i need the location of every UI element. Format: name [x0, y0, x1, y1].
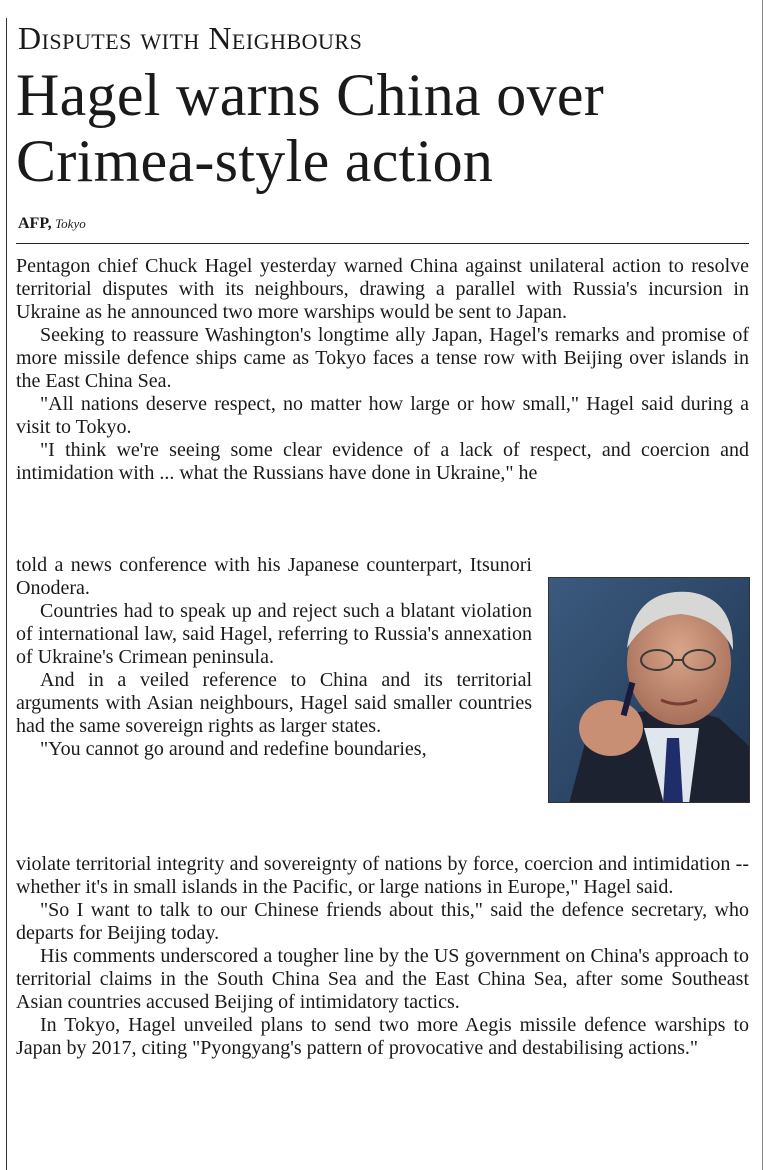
paragraph: Pentagon chief Chuck Hagel yesterday warned China against unilateral action to resolve territorial disputes with its neighbours, drawing a parallel with Russia's incursion in Ukraine as he announced two more warships would be sent to Japan.	[16, 255, 749, 323]
paragraph: In Tokyo, Hagel unveiled plans to send two more Aegis missile defence warships to Japan by 2017, citing "Pyongyang's pattern of provocative and destabilising actions."	[16, 1014, 749, 1059]
byline-agency: AFP,	[18, 215, 52, 232]
paragraph: And in a veiled reference to China and its territorial arguments with Asian neighbours, Hagel said smaller countries had the same sovereign rights as larger states.	[16, 669, 532, 737]
body-bottom	[16, 853, 749, 1060]
paragraph: Seeking to reassure Washington's longtime ally Japan, Hagel's remarks and promise of more missile defence ships came as Tokyo faces a tense row with Beijing over islands in the East China Sea.	[16, 324, 749, 392]
paragraph: "You cannot go around and redefine boundaries,	[40, 738, 427, 760]
paragraph: Countries had to speak up and reject such a blatant violation of international law, said Hagel, referring to Russia's annexation of Ukraine's Crimean peninsula.	[16, 600, 532, 668]
byline	[18, 215, 86, 233]
headline: Hagel warns China over Crimea-style action	[16, 62, 605, 194]
column-rule-left	[6, 18, 7, 1170]
paragraph: "All nations deserve respect, no matter how large or how small," Hagel said during a visit to Tokyo.	[16, 393, 749, 438]
body-top	[16, 255, 749, 485]
byline-separator	[16, 243, 749, 244]
portrait-illustration	[549, 578, 750, 803]
paragraph: "I think we're seeing some clear evidence of a lack of respect, and coercion and intimidation with ... what the Russians have done in Ukraine," he	[16, 439, 749, 484]
paragraph: "So I want to talk to our Chinese friends about this," said the defence secretary, who departs for Beijing today.	[16, 899, 749, 944]
byline-dateline: Tokyo	[55, 216, 86, 231]
paragraph: told a news conference with his Japanese counterpart, Itsunori Onodera.	[16, 554, 532, 599]
photo-chuck-hagel	[548, 577, 750, 803]
kicker: Disputes with Neighbours	[18, 20, 363, 56]
body-wrapped	[16, 554, 532, 761]
paragraph: violate territorial integrity and sovereignty of nations by force, coercion and intimidation -- whether it's in small islands in the Pacific, or large nations in Europe," Hagel said.	[16, 853, 749, 898]
column-rule-right	[762, 0, 763, 1170]
paragraph: His comments underscored a tougher line by the US government on China's approach to territorial claims in the South China Sea and the East China Sea, after some Southeast Asian countries accused Beijing of intimidatory tactics.	[16, 945, 749, 1013]
